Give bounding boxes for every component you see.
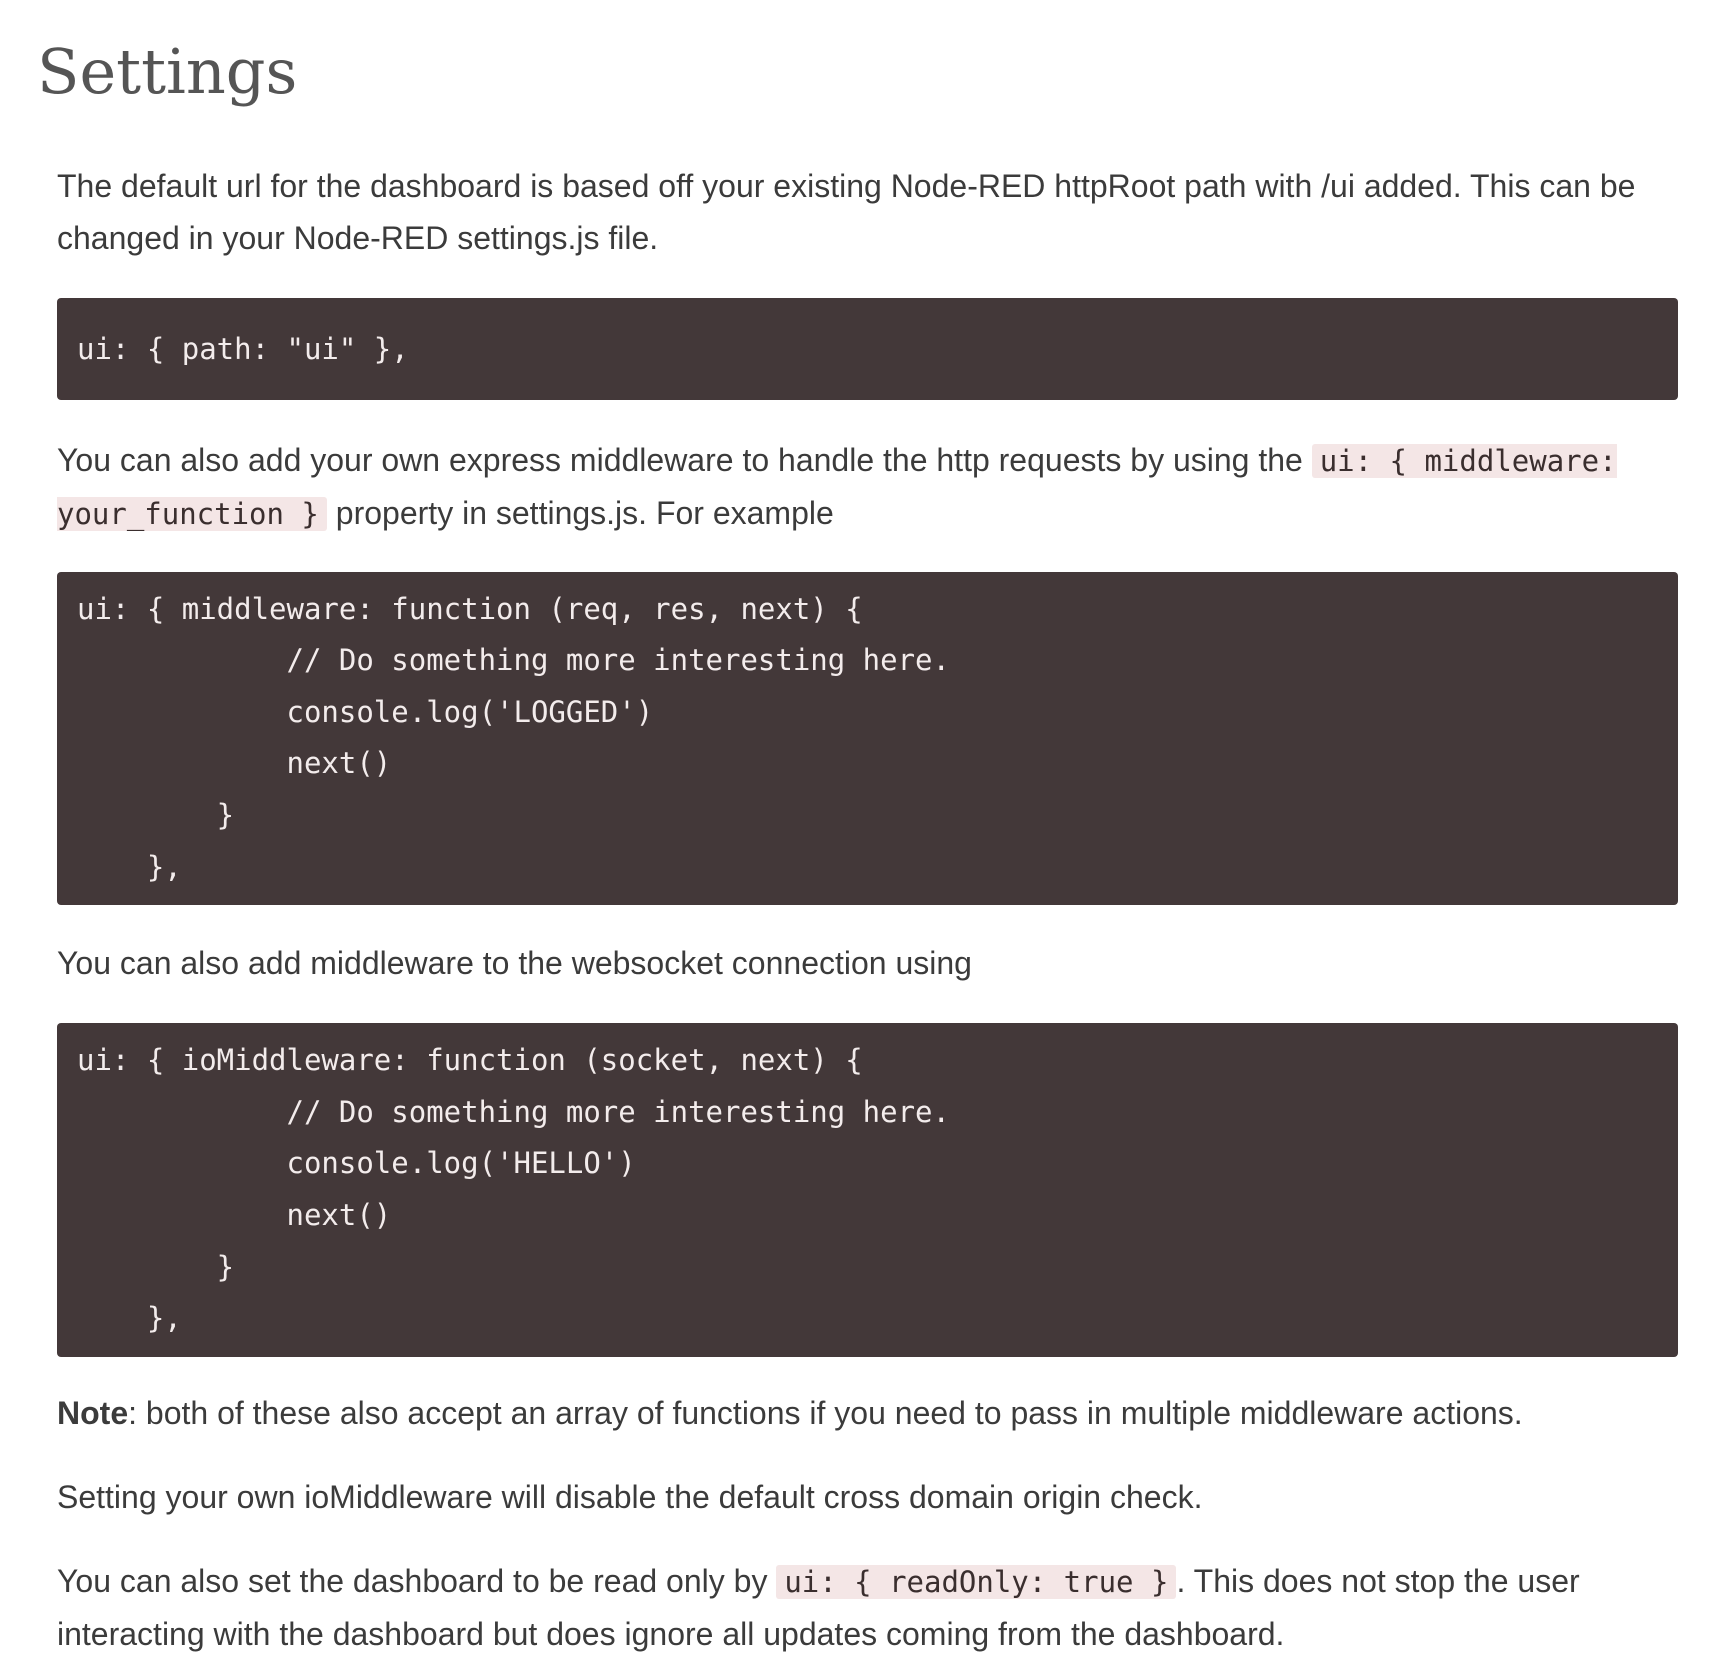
inline-code-readonly: ui: { readOnly: true } <box>776 1565 1176 1599</box>
page-title: Settings <box>37 35 298 108</box>
origin-check-paragraph: Setting your own ioMiddleware will disable the default cross domain origin check. <box>57 1478 1203 1515</box>
code-block-middleware: ui: { middleware: function (req, res, next) { // Do something more interesting here. console.log('LOGGED') next() } }, <box>57 572 1678 906</box>
code-block-io-middleware: ui: { ioMiddleware: function (socket, next) { // Do something more interesting here. console.log('HELLO') next() } }, <box>57 1023 1678 1357</box>
note-paragraph <box>57 1387 1678 1439</box>
middleware-text-after: property in settings.js. For example <box>326 494 834 531</box>
inline-code-middleware: ui: { middleware: your_function } <box>57 443 1617 531</box>
readonly-text-after: . This does not stop the user interacting with the dashboard but does ignore all updates coming from the dashboard. <box>57 1562 1580 1652</box>
websocket-paragraph: You can also add middleware to the websocket connection using <box>57 945 972 982</box>
readonly-text-before: You can also set the dashboard to be read only by <box>57 1562 777 1599</box>
middleware-paragraph <box>57 434 1678 540</box>
article-content <box>57 160 1678 1660</box>
middleware-text-before: You can also add your own express middleware to handle the http requests by using the <box>57 441 1312 478</box>
readonly-paragraph <box>57 1555 1678 1660</box>
note-label: Note <box>57 1394 129 1431</box>
note-text: : both of these also accept an array of functions if you need to pass in multiple middleware actions. <box>128 1394 1523 1431</box>
code-block-path: ui: { path: "ui" }, <box>57 298 1678 400</box>
intro-paragraph: The default url for the dashboard is based off your existing Node-RED httpRoot path with /ui added. This can be changed in your Node-RED settings.js file. <box>57 168 1636 256</box>
